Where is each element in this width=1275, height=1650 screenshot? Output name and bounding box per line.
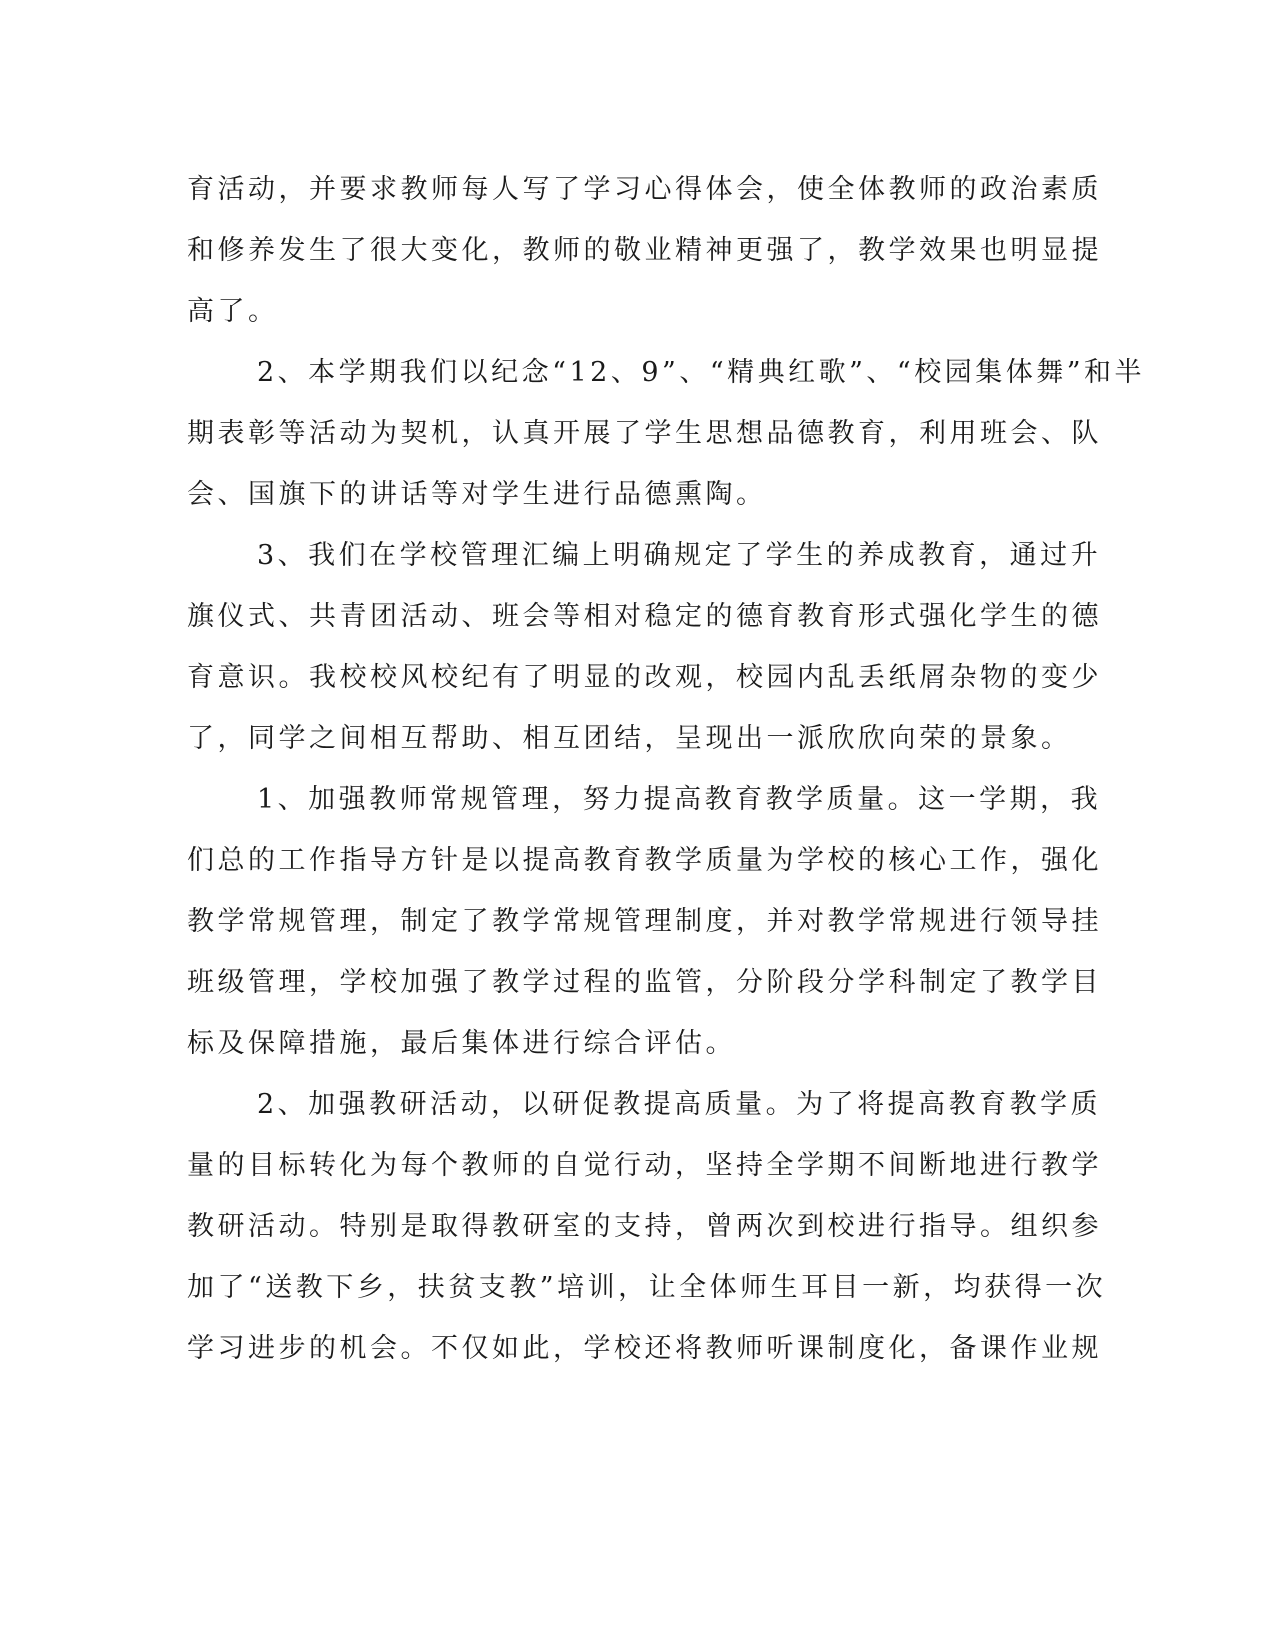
paragraph-2 <box>187 342 1146 525</box>
text-line: 加了“送教下乡，扶贫支教”培训，让全体师生耳目一新，均获得一次 <box>187 1272 1107 1303</box>
text-line: 旗仪式、共青团活动、班会等相对稳定的德育教育形式强化学生的德 <box>187 601 1102 632</box>
text-line: 标及保障措施，最后集体进行综合评估。 <box>187 1028 736 1059</box>
text-line: 了，同学之间相互帮助、相互团结，呈现出一派欣欣向荣的景象。 <box>187 723 1072 754</box>
text-line: 和修养发生了很大变化，教师的敬业精神更强了，教学效果也明显提 <box>187 235 1102 266</box>
text-line: 学习进步的机会。不仅如此，学校还将教师听课制度化，备课作业规 <box>187 1333 1102 1364</box>
text-line: 2、本学期我们以纪念“12、9”、“精典红歌”、“校园集体舞”和半 <box>257 357 1146 388</box>
text-line: 1、加强教师常规管理，努力提高教育教学质量。这一学期，我 <box>257 784 1102 815</box>
text-line: 2、加强教研活动，以研促教提高质量。为了将提高教育教学质 <box>257 1089 1102 1120</box>
paragraph-3 <box>187 525 1102 769</box>
text-line: 育意识。我校校风校纪有了明显的改观，校园内乱丢纸屑杂物的变少 <box>187 662 1102 693</box>
text-line: 3、我们在学校管理汇编上明确规定了学生的养成教育，通过升 <box>257 540 1102 571</box>
text-line: 会、国旗下的讲话等对学生进行品德熏陶。 <box>187 479 767 510</box>
text-line: 高了。 <box>187 296 279 327</box>
text-line: 量的目标转化为每个教师的自觉行动，坚持全学期不间断地进行教学 <box>187 1150 1102 1181</box>
paragraph-1 <box>187 159 1102 342</box>
paragraph-5 <box>187 1074 1107 1379</box>
text-line: 们总的工作指导方针是以提高教育教学质量为学校的核心工作，强化 <box>187 845 1102 876</box>
text-line: 育活动，并要求教师每人写了学习心得体会，使全体教师的政治素质 <box>187 174 1102 205</box>
text-line: 教学常规管理，制定了教学常规管理制度，并对教学常规进行领导挂 <box>187 906 1102 937</box>
text-line: 期表彰等活动为契机，认真开展了学生思想品德教育，利用班会、队 <box>187 418 1102 449</box>
paragraph-4 <box>187 769 1102 1074</box>
text-line: 班级管理，学校加强了教学过程的监管，分阶段分学科制定了教学目 <box>187 967 1102 998</box>
text-line: 教研活动。特别是取得教研室的支持，曾两次到校进行指导。组织参 <box>187 1211 1102 1242</box>
document-body <box>187 159 1146 1379</box>
